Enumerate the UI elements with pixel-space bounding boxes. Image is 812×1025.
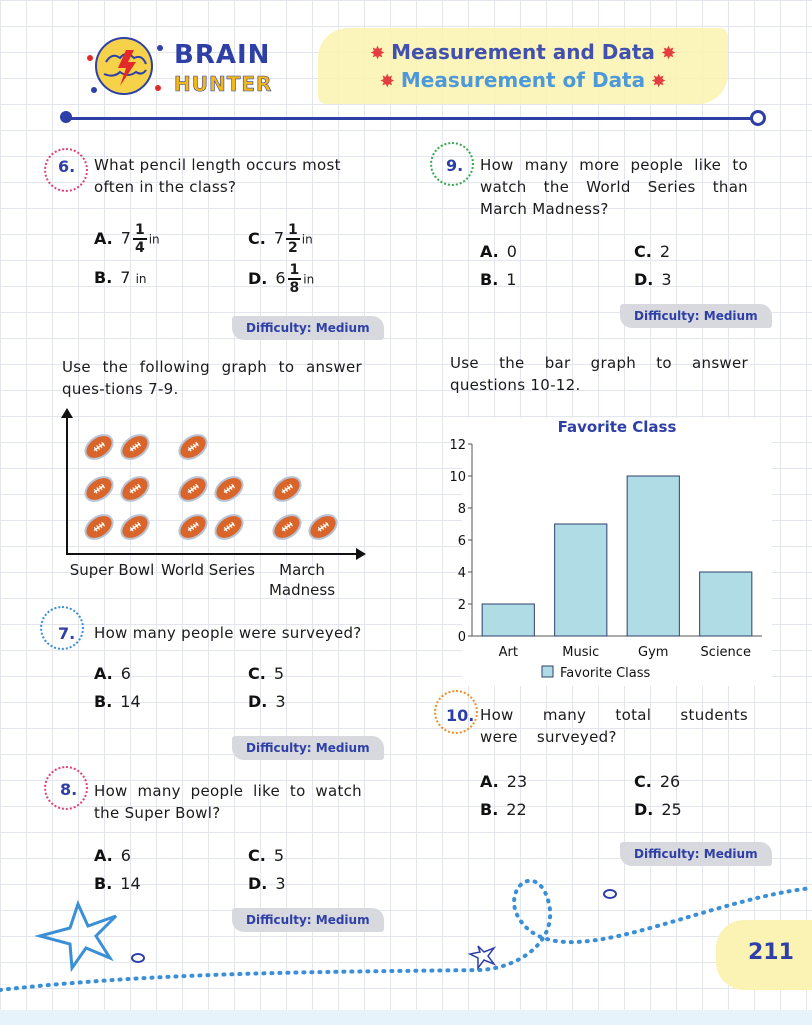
question-number: 10. bbox=[446, 706, 475, 725]
answer-option-b[interactable]: B. 14 bbox=[94, 874, 141, 893]
page-number: 211 bbox=[748, 940, 794, 965]
answer-option-a[interactable]: A. 6 bbox=[94, 664, 131, 683]
answer-option-a[interactable]: A. 7 $\frac{1}{4}$ in bbox=[94, 222, 160, 256]
question-text: What pencil length occurs most often in the class? bbox=[94, 156, 341, 196]
y-tick-label: 8 bbox=[457, 502, 466, 517]
y-tick-label: 4 bbox=[457, 566, 466, 581]
bar-chart-svg bbox=[449, 418, 772, 686]
page-title: Measurement and Data bbox=[391, 40, 655, 64]
answer-option-a[interactable]: A. 23 bbox=[480, 772, 528, 791]
answer-option-c[interactable]: C. 5 bbox=[248, 846, 285, 865]
difficulty-badge: Difficulty: Medium bbox=[232, 908, 384, 932]
arrow-right-icon bbox=[356, 548, 366, 560]
instruction-text: Use the following graph to answer ques-tions 7-9. bbox=[62, 358, 362, 398]
question-number: 8. bbox=[60, 780, 78, 799]
bar-chart bbox=[449, 418, 772, 686]
divider-ring bbox=[750, 110, 766, 126]
star-icon: ✸ bbox=[369, 43, 386, 64]
instruction-text: Use the bar graph to answer questions 10-12. bbox=[450, 354, 748, 394]
logo-word-hunter: HUNTER bbox=[174, 72, 273, 96]
bar bbox=[627, 476, 679, 636]
question-text: How many people like to watch the Super Bowl? bbox=[94, 782, 362, 822]
arrow-up-icon bbox=[61, 408, 73, 418]
question-number: 6. bbox=[58, 157, 76, 176]
header-divider bbox=[66, 117, 756, 120]
question-text: How many more people like to watch the World Series than March Madness? bbox=[480, 156, 748, 218]
answer-option-c[interactable]: C. 7 $\frac{1}{2}$ in bbox=[248, 222, 313, 256]
football-icon bbox=[118, 510, 152, 548]
football-icon bbox=[176, 472, 210, 510]
answer-option-d[interactable]: D. 3 bbox=[634, 270, 672, 289]
question-number: 9. bbox=[446, 156, 464, 175]
pictograph-category-label: March Madness bbox=[268, 561, 336, 599]
decorative-footer-doodles bbox=[0, 860, 812, 1025]
football-icon bbox=[270, 472, 304, 510]
answer-option-b[interactable]: B. 22 bbox=[480, 800, 527, 819]
page-number-tab bbox=[716, 920, 812, 990]
legend-label: Favorite Class bbox=[560, 666, 651, 681]
football-icon bbox=[212, 510, 246, 548]
answer-option-d[interactable]: D. 3 bbox=[248, 874, 286, 893]
star-icon: ✸ bbox=[379, 71, 395, 92]
bar bbox=[700, 572, 752, 636]
answer-option-b[interactable]: B. 7 in bbox=[94, 268, 147, 287]
brain-icon bbox=[84, 28, 170, 108]
y-tick-label: 10 bbox=[449, 470, 466, 485]
x-tick-label: Science bbox=[700, 645, 751, 660]
football-icon bbox=[118, 472, 152, 510]
star-icon: ✸ bbox=[651, 71, 667, 92]
brain-hunter-logo bbox=[84, 28, 273, 108]
question-text: How many people were surveyed? bbox=[94, 624, 362, 642]
answer-option-c[interactable]: C. 26 bbox=[634, 772, 681, 791]
answer-option-b[interactable]: B. 1 bbox=[480, 270, 517, 289]
page-subtitle: Measurement of Data bbox=[400, 68, 646, 92]
logo-word-brain: BRAIN bbox=[174, 40, 271, 70]
pictograph-x-axis bbox=[66, 553, 358, 555]
pictograph-y-axis bbox=[66, 416, 68, 554]
football-icon bbox=[212, 472, 246, 510]
football-icon bbox=[306, 510, 340, 548]
legend-swatch bbox=[542, 666, 553, 677]
answer-option-d[interactable]: D. 25 bbox=[634, 800, 682, 819]
chart-title: Favorite Class bbox=[557, 418, 677, 436]
bar bbox=[482, 604, 534, 636]
pictograph-category-label: World Series bbox=[161, 561, 255, 579]
difficulty-badge: Difficulty: Medium bbox=[232, 316, 384, 340]
answer-option-a[interactable]: A. 0 bbox=[480, 242, 517, 261]
divider-dot bbox=[60, 111, 72, 123]
title-banner bbox=[318, 28, 728, 104]
x-tick-label: Art bbox=[498, 645, 518, 660]
difficulty-badge: Difficulty: Medium bbox=[232, 736, 384, 760]
answer-option-c[interactable]: C. 2 bbox=[634, 242, 671, 261]
star-icon: ✸ bbox=[660, 43, 677, 64]
answer-option-a[interactable]: A. 6 bbox=[94, 846, 131, 865]
difficulty-badge: Difficulty: Medium bbox=[620, 304, 772, 328]
question-number: 7. bbox=[58, 624, 76, 643]
question-text: How many total students were surveyed? bbox=[480, 706, 748, 746]
y-tick-label: 12 bbox=[449, 438, 466, 453]
football-icon bbox=[82, 430, 116, 468]
football-icon bbox=[82, 510, 116, 548]
answer-option-d[interactable]: D. 3 bbox=[248, 692, 286, 711]
y-tick-label: 0 bbox=[457, 630, 466, 645]
football-icon bbox=[118, 430, 152, 468]
fraction: $\frac{1}{4}$ bbox=[134, 222, 145, 256]
fraction: $\frac{1}{2}$ bbox=[288, 222, 298, 256]
x-tick-label: Gym bbox=[638, 645, 669, 660]
football-icon bbox=[176, 430, 210, 468]
fraction: $\frac{1}{8}$ bbox=[289, 262, 300, 296]
x-tick-label: Music bbox=[562, 645, 600, 660]
football-icon bbox=[82, 472, 116, 510]
football-icon bbox=[176, 510, 210, 548]
y-tick-label: 2 bbox=[457, 598, 466, 613]
answer-option-c[interactable]: C. 5 bbox=[248, 664, 285, 683]
bar bbox=[555, 524, 607, 636]
answer-option-d[interactable]: D. 6 $\frac{1}{8}$ in bbox=[248, 262, 315, 296]
y-tick-label: 6 bbox=[457, 534, 466, 549]
football-icon bbox=[270, 510, 304, 548]
pictograph-category-label: Super Bowl bbox=[69, 561, 155, 579]
answer-option-b[interactable]: B. 14 bbox=[94, 692, 141, 711]
difficulty-badge: Difficulty: Medium bbox=[620, 842, 772, 866]
